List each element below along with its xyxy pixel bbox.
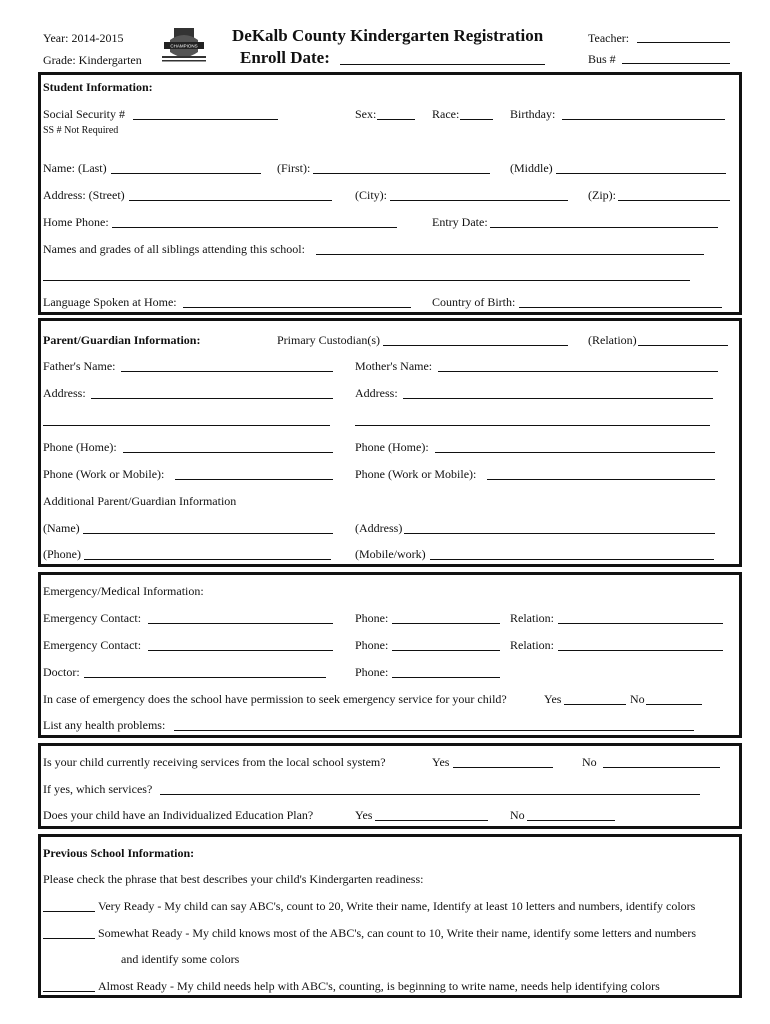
- entry-date-field[interactable]: [490, 227, 718, 228]
- zip-label: (Zip):: [588, 188, 616, 202]
- additional-name-label: (Name): [43, 521, 80, 535]
- custodian-label: Primary Custodian(s): [277, 333, 380, 347]
- father-address-field[interactable]: [91, 398, 333, 399]
- father-work-phone-field[interactable]: [175, 479, 333, 480]
- country-field[interactable]: [519, 307, 722, 308]
- logo-text: CHAMPIONS: [170, 43, 198, 49]
- health-problems-field[interactable]: [174, 730, 694, 731]
- doctor-phone-field[interactable]: [392, 677, 500, 678]
- emergency-heading: Emergency/Medical Information:: [43, 584, 204, 598]
- additional-address-label: (Address): [355, 521, 403, 535]
- permission-no-field[interactable]: [646, 704, 702, 705]
- almost-ready-checkbox[interactable]: [43, 991, 95, 992]
- father-field[interactable]: [121, 371, 333, 372]
- permission-question: In case of emergency does the school have permission to seek emergency service for your child?: [43, 692, 507, 706]
- doctor-phone-label: Phone:: [355, 665, 389, 679]
- bus-field[interactable]: [622, 63, 730, 64]
- iep-no-label: No: [510, 808, 525, 822]
- additional-name-field[interactable]: [83, 533, 333, 534]
- school-year: Year: 2014-2015: [43, 31, 124, 45]
- ssn-note: SS # Not Required: [43, 125, 119, 136]
- first-name-label: (First):: [277, 161, 311, 175]
- student-heading: Student Information:: [43, 80, 153, 94]
- permission-yes-label: Yes: [544, 692, 562, 706]
- additional-address-field[interactable]: [404, 533, 715, 534]
- name-last-label: Name: (Last): [43, 161, 107, 175]
- very-ready-checkbox[interactable]: [43, 911, 95, 912]
- siblings-field-line2[interactable]: [43, 280, 690, 281]
- somewhat-ready-option: Somewhat Ready - My child knows most of the ABC's, can count to 10, Write their name, identify some letters and numbers: [98, 926, 697, 940]
- street-field[interactable]: [129, 200, 332, 201]
- race-field[interactable]: [460, 119, 493, 120]
- additional-mobile-field[interactable]: [430, 559, 714, 560]
- ssn-field[interactable]: [133, 119, 278, 120]
- emergency-relation-1-field[interactable]: [558, 623, 723, 624]
- name-last-field[interactable]: [111, 173, 261, 174]
- readiness-instruction: Please check the phrase that best describes your child's Kindergarten readiness:: [43, 872, 424, 886]
- siblings-label: Names and grades of all siblings attending this school:: [43, 242, 305, 256]
- father-home-phone-field[interactable]: [123, 452, 333, 453]
- home-phone-label: Home Phone:: [43, 215, 109, 229]
- zip-field[interactable]: [618, 200, 730, 201]
- mother-home-phone-field[interactable]: [435, 452, 715, 453]
- relation-label: (Relation): [588, 333, 637, 347]
- emergency-contact-1-field[interactable]: [148, 623, 333, 624]
- teacher-field[interactable]: [637, 42, 730, 43]
- first-name-field[interactable]: [313, 173, 490, 174]
- teacher-label: Teacher:: [588, 31, 630, 45]
- grade-label: Grade: Kindergarten: [43, 53, 142, 67]
- very-ready-option: Very Ready - My child can say ABC's, count to 20, Write their name, Identify at least 10 letters and numbers, identify colors: [98, 899, 696, 913]
- services-no-label: No: [582, 755, 597, 769]
- city-label: (City):: [355, 188, 387, 202]
- iep-yes-label: Yes: [355, 808, 373, 822]
- parent-heading: Parent/Guardian Information:: [43, 333, 201, 347]
- middle-name-field[interactable]: [556, 173, 726, 174]
- ssn-label: Social Security #: [43, 107, 125, 121]
- doctor-field[interactable]: [84, 677, 326, 678]
- additional-phone-label: (Phone): [43, 547, 81, 561]
- somewhat-ready-checkbox[interactable]: [43, 938, 95, 939]
- mother-address-label: Address:: [355, 386, 398, 400]
- mother-home-phone-label: Phone (Home):: [355, 440, 429, 454]
- iep-yes-field[interactable]: [375, 820, 488, 821]
- doctor-label: Doctor:: [43, 665, 80, 679]
- iep-no-field[interactable]: [527, 820, 615, 821]
- emergency-contact-1-label: Emergency Contact:: [43, 611, 142, 625]
- custodian-field[interactable]: [383, 345, 568, 346]
- relation-field[interactable]: [638, 345, 728, 346]
- somewhat-ready-continued: and identify some colors: [121, 952, 240, 966]
- permission-no-label: No: [630, 692, 645, 706]
- home-phone-field[interactable]: [112, 227, 397, 228]
- which-services-field[interactable]: [160, 794, 700, 795]
- additional-guardian-label: Additional Parent/Guardian Information: [43, 494, 237, 508]
- enroll-date-field[interactable]: [340, 64, 545, 65]
- birthday-field[interactable]: [562, 119, 725, 120]
- father-work-phone-label: Phone (Work or Mobile):: [43, 467, 165, 481]
- emergency-contact-2-label: Emergency Contact:: [43, 638, 142, 652]
- bus-label: Bus #: [588, 52, 616, 66]
- services-yes-label: Yes: [432, 755, 450, 769]
- father-home-phone-label: Phone (Home):: [43, 440, 117, 454]
- sex-label: Sex:: [355, 107, 377, 121]
- language-label: Language Spoken at Home:: [43, 295, 177, 309]
- siblings-field[interactable]: [316, 254, 704, 255]
- street-label: Address: (Street): [43, 188, 125, 202]
- student-info-section: [38, 72, 742, 315]
- additional-mobile-label: (Mobile/work): [355, 547, 426, 561]
- emergency-relation-2-field[interactable]: [558, 650, 723, 651]
- previous-school-heading: Previous School Information:: [43, 846, 195, 860]
- health-problems-label: List any health problems:: [43, 718, 166, 732]
- sex-field[interactable]: [377, 119, 415, 120]
- father-address-label: Address:: [43, 386, 86, 400]
- emergency-phone-2-field[interactable]: [392, 650, 500, 651]
- emergency-phone-1-label: Phone:: [355, 611, 389, 625]
- which-services-label: If yes, which services?: [43, 782, 153, 796]
- language-field[interactable]: [183, 307, 411, 308]
- services-question: Is your child currently receiving services from the local school system?: [43, 755, 386, 769]
- emergency-phone-2-label: Phone:: [355, 638, 389, 652]
- district-seal-logo: [158, 26, 210, 66]
- mother-label: Mother's Name:: [355, 359, 433, 373]
- services-yes-field[interactable]: [453, 767, 553, 768]
- enroll-date-label: Enroll Date:: [240, 48, 330, 67]
- mother-address-field[interactable]: [403, 398, 713, 399]
- birthday-label: Birthday:: [510, 107, 556, 121]
- almost-ready-option: Almost Ready - My child needs help with ABC's, counting, is beginning to write name, needs help identifying colors: [98, 979, 660, 993]
- entry-date-label: Entry Date:: [432, 215, 488, 229]
- mother-work-phone-label: Phone (Work or Mobile):: [355, 467, 477, 481]
- emergency-contact-2-field[interactable]: [148, 650, 333, 651]
- middle-name-label: (Middle): [510, 161, 553, 175]
- emergency-relation-1-label: Relation:: [510, 611, 554, 625]
- permission-yes-field[interactable]: [564, 704, 626, 705]
- services-no-field[interactable]: [603, 767, 720, 768]
- city-field[interactable]: [390, 200, 568, 201]
- father-address-line2[interactable]: [43, 425, 330, 426]
- race-label: Race:: [432, 107, 460, 121]
- additional-phone-field[interactable]: [84, 559, 331, 560]
- father-label: Father's Name:: [43, 359, 116, 373]
- form-title: DeKalb County Kindergarten Registration: [232, 26, 544, 45]
- mother-address-line2[interactable]: [355, 425, 710, 426]
- mother-field[interactable]: [438, 371, 718, 372]
- country-label: Country of Birth:: [432, 295, 516, 309]
- emergency-phone-1-field[interactable]: [392, 623, 500, 624]
- mother-work-phone-field[interactable]: [487, 479, 715, 480]
- iep-question: Does your child have an Individualized Education Plan?: [43, 808, 314, 822]
- emergency-relation-2-label: Relation:: [510, 638, 554, 652]
